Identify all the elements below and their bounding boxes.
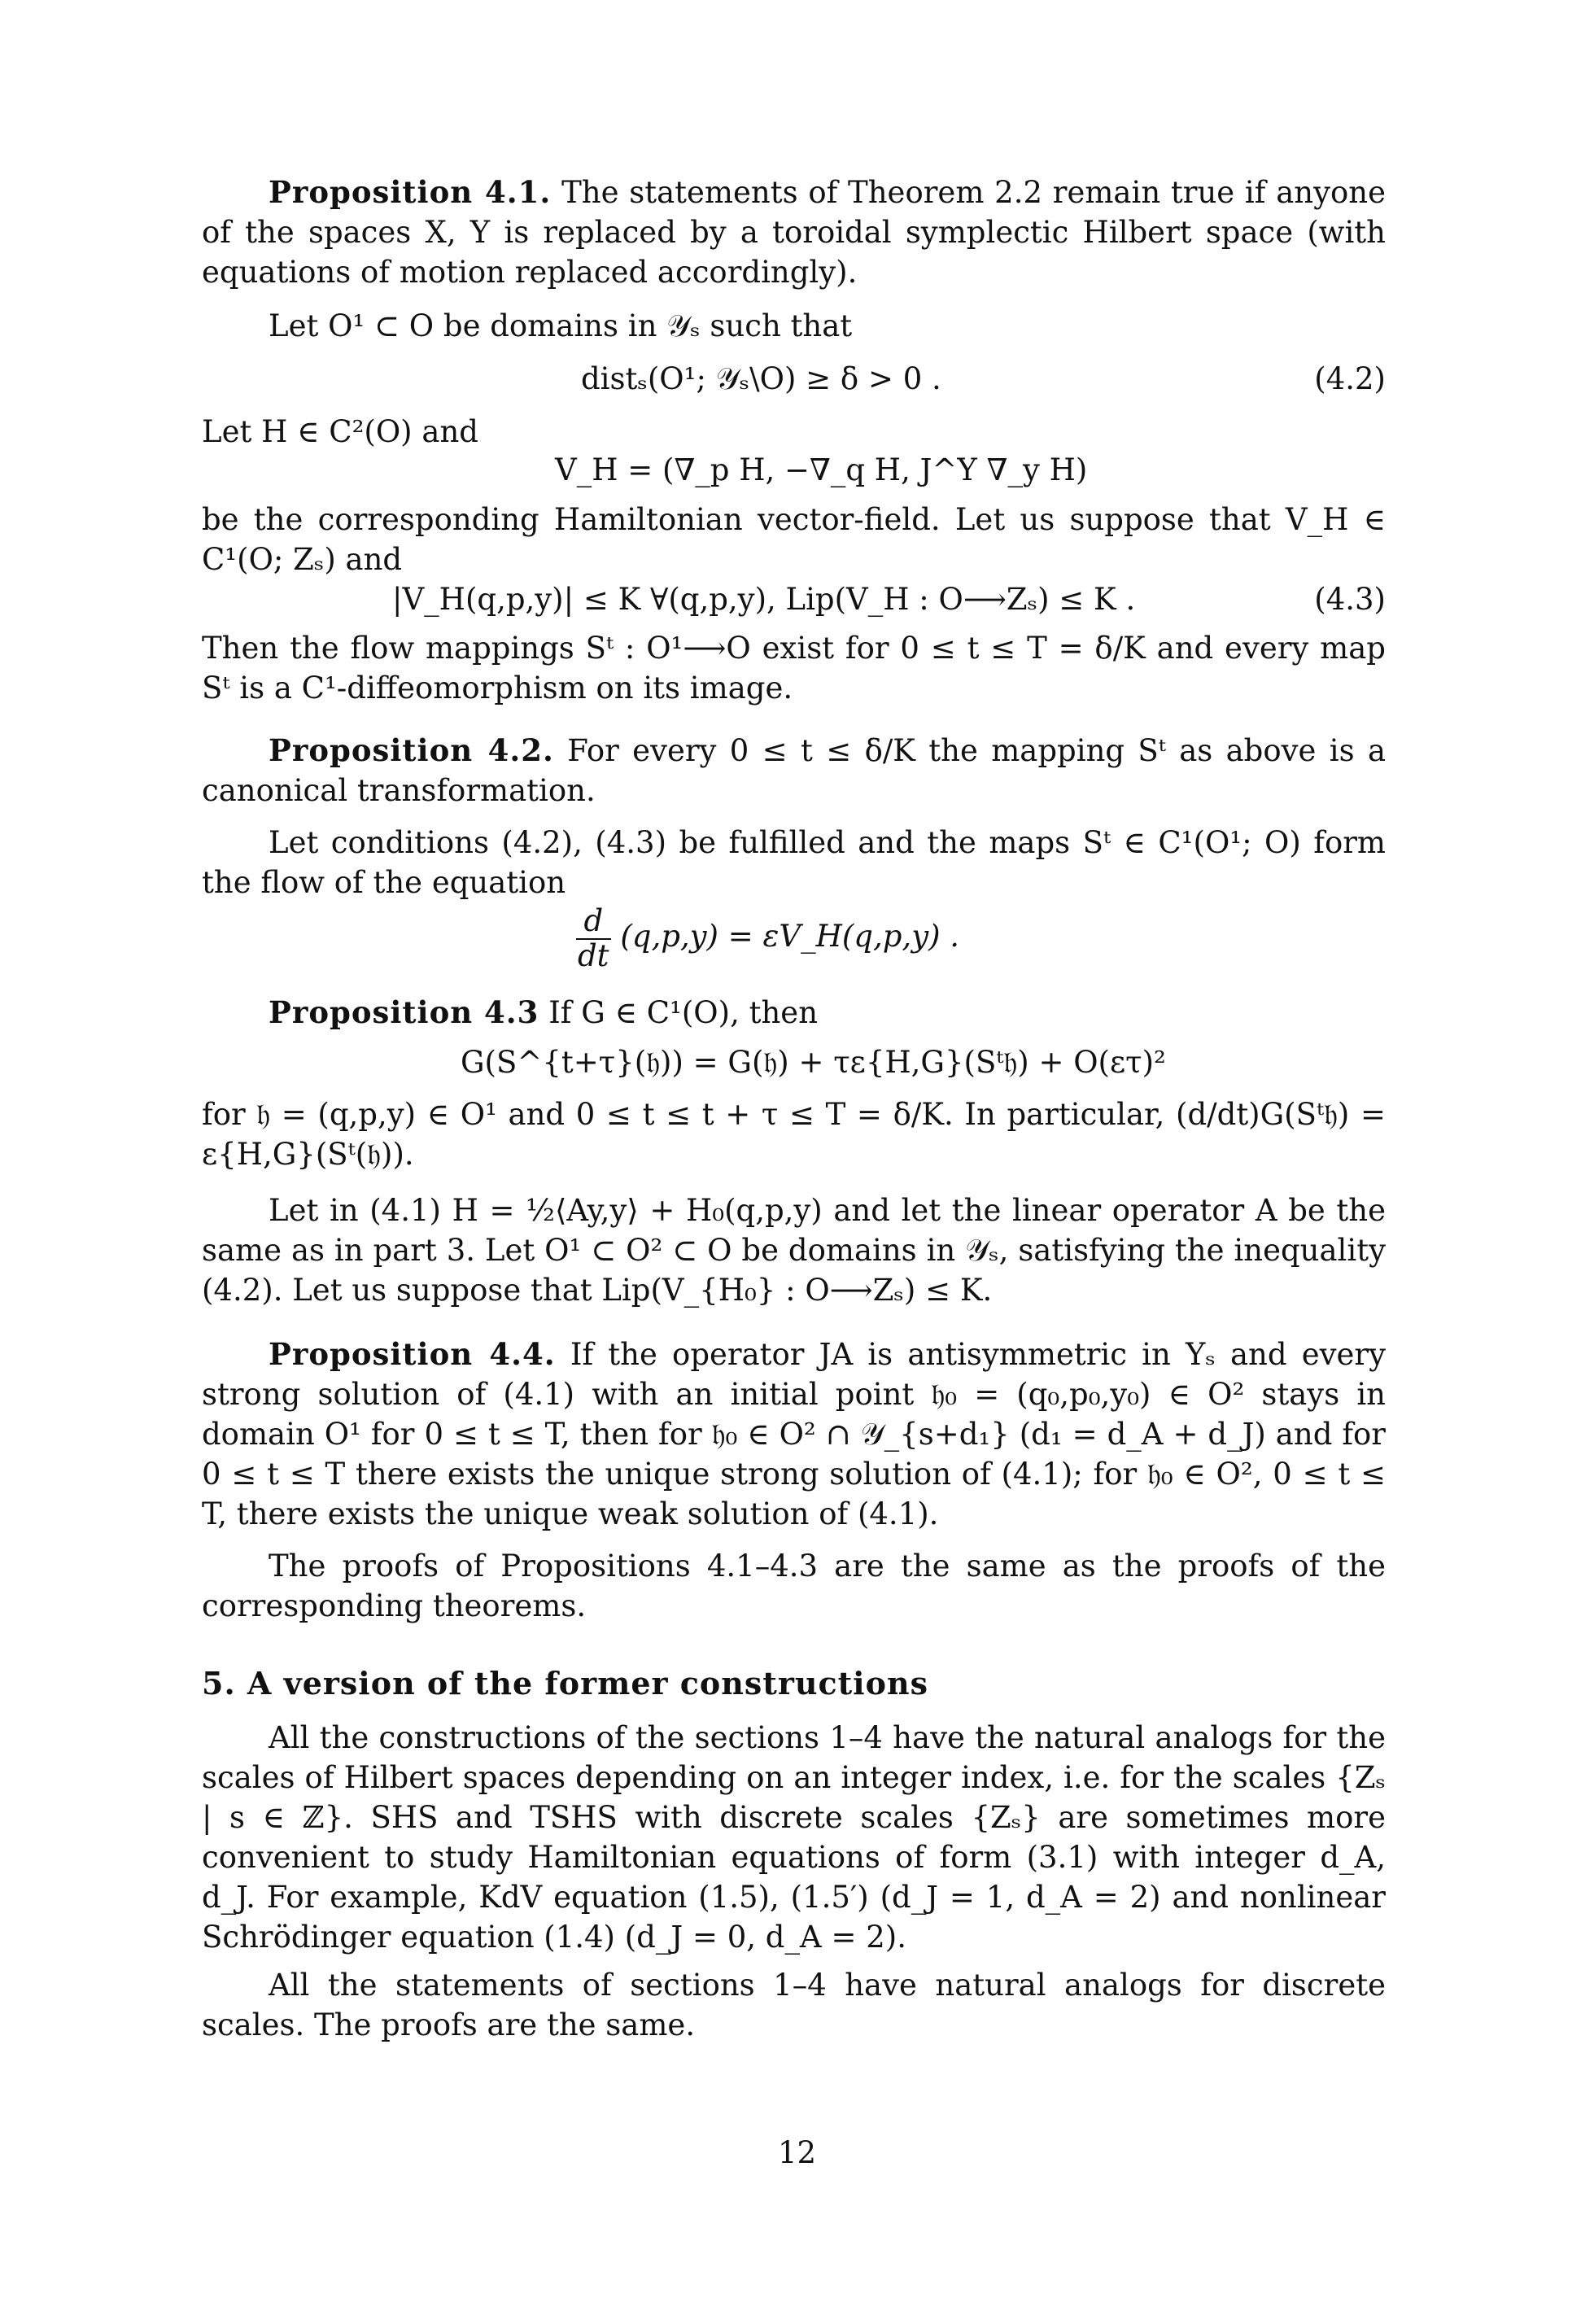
proposition-4-3-label: Proposition 4.3 <box>269 994 539 1030</box>
flow-equation-rhs: (q,p,y) = εV_H(q,p,y) . <box>620 919 960 954</box>
proposition-4-2-text: For every 0 ≤ t ≤ δ/K the mapping Sᵗ as above is a canonical transformation. <box>202 733 1386 808</box>
flow-paragraph: Then the flow mappings Sᵗ : O¹⟶O exist for 0 ≤ t ≤ T = δ/K and every map Sᵗ is a C¹-diffeomorphism on its image. <box>202 631 1386 706</box>
proposition-4-3-text: If G ∈ C¹(O), then <box>548 995 819 1030</box>
proofs-paragraph: The proofs of Propositions 4.1–4.3 are the same as the proofs of the corresponding theorems. <box>202 1549 1386 1623</box>
equation-4-3-number: (4.3) <box>1314 582 1386 617</box>
proposition-4-1-label: Proposition 4.1. <box>269 174 552 210</box>
derivative-denominator: dt <box>578 937 609 973</box>
proposition-4-2-label: Proposition 4.2. <box>269 732 554 768</box>
equation-4-3: |V_H(q,p,y)| ≤ K ∀(q,p,y), Lip(V_H : O⟶Zₛ) ≤ K . <box>392 582 1136 617</box>
proposition-4-4-label: Proposition 4.4. <box>269 1336 556 1372</box>
let-h-line: Let H ∈ C²(O) and <box>202 414 478 449</box>
equation-4-2: distₛ(O¹; 𝒴ₛ\O) ≥ δ > 0 . <box>581 361 941 396</box>
vector-field-definition: V_H = (∇_p H, −∇_q H, J^Y ∇_y H) <box>555 452 1088 487</box>
proposition-4-1-text: The statements of Theorem 2.2 remain true if anyone of the spaces X, Y is replaced by a toroidal symplectic Hilbert space (with equations of motion replaced accordingly). <box>202 175 1387 290</box>
section-5-paragraph-2: All the statements of sections 1–4 have natural analogs for discrete scales. The proofs are the same. <box>202 1968 1386 2042</box>
hamiltonian-paragraph: be the corresponding Hamiltonian vector-field. Let us suppose that V_H ∈ C¹(O; Zₛ) and <box>202 502 1386 577</box>
g-equation: G(S^{t+τ}(𝔥)) = G(𝔥) + τε{H,G}(Sᵗ𝔥) + O(ετ)² <box>461 1045 1166 1080</box>
flow-equation <box>576 905 959 972</box>
proposition-4-3 <box>202 993 1386 1033</box>
proposition-4-2 <box>202 731 1386 810</box>
for-h-paragraph: for 𝔥 = (q,p,y) ∈ O¹ and 0 ≤ t ≤ t + τ ≤ T = δ/K. In particular, (d/dt)G(Sᵗ𝔥) = ε{H,G}(Sᵗ(𝔥)). <box>202 1097 1386 1172</box>
equation-4-2-number: (4.2) <box>1314 361 1386 396</box>
proposition-4-1 <box>202 173 1386 292</box>
let-in-paragraph: Let in (4.1) H = ½⟨Ay,y⟩ + H₀(q,p,y) and let the linear operator A be the same as in part 3. Let O¹ ⊂ O² ⊂ O be domains in 𝒴ₛ, satisfying the inequality (4.2). Let us suppose that Lip(V_{H₀} : O⟶Zₛ) ≤ K. <box>202 1193 1386 1308</box>
section-5-paragraph-1: All the constructions of the sections 1–4 have the natural analogs for the scales of Hilbert spaces depending on an integer index, i.e. for the scales {Zₛ | s ∈ ℤ}. SHS and TSHS with discrete scales {Zₛ} are sometimes more convenient to study Hamiltonian equations of form (3.1) with integer d_A, d_J. For example, KdV equation (1.5), (1.5′) (d_J = 1, d_A = 2) and nonlinear Schrödinger equation (1.4) (d_J = 0, d_A = 2). <box>202 1720 1386 1955</box>
proposition-4-4 <box>202 1335 1386 1534</box>
section-5-heading: 5. A version of the former constructions <box>202 1665 928 1702</box>
conditions-paragraph: Let conditions (4.2), (4.3) be fulfilled and the maps Sᵗ ∈ C¹(O¹; O) form the flow of the equation <box>202 825 1386 900</box>
proposition-4-4-text: If the operator JA is antisymmetric in Yₛ and every strong solution of (4.1) with an initial point 𝔥₀ = (q₀,p₀,y₀) ∈ O² stays in domain O¹ for 0 ≤ t ≤ T, then for 𝔥₀ ∈ O² ∩ 𝒴_{s+d₁} (d₁ = d_A + d_J) and for 0 ≤ t ≤ T there exists the unique strong solution of (4.1); for 𝔥₀ ∈ O², 0 ≤ t ≤ T, there exists the unique weak solution of (4.1). <box>202 1337 1386 1531</box>
derivative-fraction <box>576 905 611 972</box>
derivative-numerator: d <box>576 905 611 940</box>
page-number: 12 <box>777 2135 817 2170</box>
domains-line: Let O¹ ⊂ O be domains in 𝒴ₛ such that <box>269 308 853 343</box>
